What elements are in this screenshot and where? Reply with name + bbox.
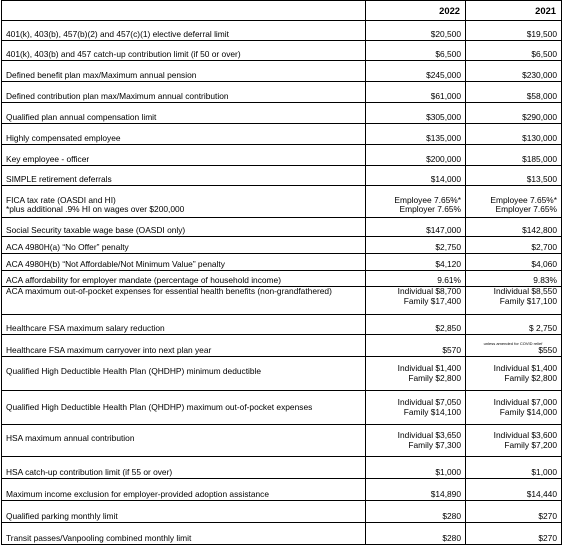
value-2022: $147,000	[366, 218, 466, 237]
row-label: SIMPLE retirement deferrals	[2, 166, 366, 186]
value-2021: $6,500	[466, 41, 562, 61]
table-row	[2, 166, 562, 186]
value-2021: $14,440	[466, 479, 562, 501]
table-row	[2, 145, 562, 166]
header-year-2022: 2022	[366, 1, 466, 21]
value-2021	[466, 335, 562, 357]
value-line: Individual $7,050	[397, 396, 461, 407]
value-line: Family $7,200	[504, 439, 557, 450]
row-label: Qualified High Deductible Health Plan (QHDHP) minimum deductible	[2, 357, 366, 391]
table-row	[2, 186, 562, 218]
value-2022: $245,000	[366, 61, 466, 82]
row-label: ACA maximum out-of-pocket expenses for essential health benefits (non-grandfathered)	[2, 287, 366, 315]
table-row	[2, 479, 562, 501]
value-2022	[366, 186, 466, 218]
value-line: Individual $3,600	[493, 429, 557, 440]
value-2022: $2,850	[366, 315, 466, 335]
row-label: Qualified parking monthly limit	[2, 501, 366, 523]
row-label: Healthcare FSA maximum salary reduction	[2, 315, 366, 335]
value-2021: $270	[466, 501, 562, 523]
value-2022: $1,000	[366, 457, 466, 479]
covid-note: unless amended for COVID relief	[483, 341, 543, 347]
value-line: Family $17,400	[403, 295, 461, 306]
value-2021: $4,060	[466, 254, 562, 271]
value-2021: $58,000	[466, 82, 562, 103]
value-line: Individual $1,400	[493, 362, 557, 373]
table-row	[2, 218, 562, 237]
value-2022: $14,890	[366, 479, 466, 501]
value-2022	[366, 357, 466, 391]
limits-table	[1, 0, 562, 545]
table-row	[2, 254, 562, 271]
row-label: Key employee - officer	[2, 145, 366, 166]
table-row	[2, 21, 562, 41]
value-line: Employee 7.65%*	[394, 194, 461, 205]
header-label-cell	[2, 1, 366, 21]
header-year-2021: 2021	[466, 1, 562, 21]
value-2021: $130,000	[466, 124, 562, 145]
row-label: Healthcare FSA maximum carryover into next plan year	[2, 335, 366, 357]
value-2021: $13,500	[466, 166, 562, 186]
value-2022: $570	[366, 335, 466, 357]
value-2022: 9.61%	[366, 271, 466, 287]
value-line: Family $2,800	[504, 372, 557, 383]
value-2022: $305,000	[366, 103, 466, 124]
value-2022: $20,500	[366, 21, 466, 41]
value-2021	[466, 391, 562, 425]
value-line: Family $14,000	[499, 406, 557, 417]
value-2022	[366, 425, 466, 457]
value-2021: $270	[466, 523, 562, 545]
row-label: ACA 4980H(b) “Not Affordable/Not Minimum Value” penalty	[2, 254, 366, 271]
value-2022: $61,000	[366, 82, 466, 103]
table-row	[2, 315, 562, 335]
value-2021	[466, 357, 562, 391]
table-row	[2, 523, 562, 545]
value-2022: $2,750	[366, 237, 466, 254]
row-label: Defined benefit plan max/Maximum annual pension	[2, 61, 366, 82]
row-label: Social Security taxable wage base (OASDI only)	[2, 218, 366, 237]
table-row	[2, 82, 562, 103]
table-row	[2, 357, 562, 391]
value-2021: $ 2,750	[466, 315, 562, 335]
table-row	[2, 103, 562, 124]
value-2022: $280	[366, 523, 466, 545]
value-2021: $19,500	[466, 21, 562, 41]
row-label: Defined contribution plan max/Maximum annual contribution	[2, 82, 366, 103]
row-label: 401(k), 403(b) and 457 catch-up contribution limit (if 50 or over)	[2, 41, 366, 61]
value-2021: $230,000	[466, 61, 562, 82]
value-line: Individual $8,700	[397, 286, 461, 296]
table-row	[2, 124, 562, 145]
value-2021: $290,000	[466, 103, 562, 124]
row-label-line: FICA tax rate (OASDI and HI)	[6, 194, 116, 205]
row-label: HSA maximum annual contribution	[2, 425, 366, 457]
value-2022: $200,000	[366, 145, 466, 166]
table-row	[2, 61, 562, 82]
table-row	[2, 391, 562, 425]
table-row	[2, 237, 562, 254]
row-label: Maximum income exclusion for employer-provided adoption assistance	[2, 479, 366, 501]
value-2022	[366, 391, 466, 425]
value-line: Family $7,300	[408, 439, 461, 450]
row-label: Transit passes/Vanpooling combined monthly limit	[2, 523, 366, 545]
value-2022: $4,120	[366, 254, 466, 271]
table-row	[2, 287, 562, 315]
row-label	[2, 186, 366, 218]
value-2022: $135,000	[366, 124, 466, 145]
row-label: Qualified High Deductible Health Plan (QHDHP) maximum out-of-pocket expenses	[2, 391, 366, 425]
table-row	[2, 501, 562, 523]
table-row	[2, 41, 562, 61]
table-row	[2, 425, 562, 457]
table-row	[2, 335, 562, 357]
row-label: Highly compensated employee	[2, 124, 366, 145]
value-line: Employer 7.65%	[495, 204, 557, 215]
value-line: $550	[538, 345, 557, 356]
value-line: Family $2,800	[408, 372, 461, 383]
row-label: HSA catch-up contribution limit (if 55 or over)	[2, 457, 366, 479]
table-row	[2, 271, 562, 287]
value-line: Family $17,100	[499, 295, 557, 306]
value-2022: $280	[366, 501, 466, 523]
value-2021: $2,700	[466, 237, 562, 254]
value-2021	[466, 186, 562, 218]
value-2022: $14,000	[366, 166, 466, 186]
value-line: Individual $8,550	[493, 286, 557, 296]
value-2021: 9.83%	[466, 271, 562, 287]
table-row	[2, 457, 562, 479]
value-line: Individual $3,650	[397, 429, 461, 440]
header-row	[2, 1, 562, 21]
value-2021	[466, 287, 562, 315]
row-label: ACA 4980H(a) “No Offer” penalty	[2, 237, 366, 254]
value-2021	[466, 425, 562, 457]
row-label: ACA affordability for employer mandate (percentage of household income)	[2, 271, 366, 287]
value-line: Individual $1,400	[397, 362, 461, 373]
value-2022	[366, 287, 466, 315]
value-line: Family $14,100	[403, 406, 461, 417]
row-label: 401(k), 403(b), 457(b)(2) and 457(c)(1) elective deferral limit	[2, 21, 366, 41]
value-2021: $142,800	[466, 218, 562, 237]
value-2021: $185,000	[466, 145, 562, 166]
row-label: Qualified plan annual compensation limit	[2, 103, 366, 124]
row-label-footnote: *plus additional .9% HI on wages over $200,000	[6, 204, 185, 215]
value-line: Employee 7.65%*	[490, 194, 557, 205]
value-2021: $1,000	[466, 457, 562, 479]
value-2022: $6,500	[366, 41, 466, 61]
value-line: Employer 7.65%	[399, 204, 461, 215]
value-line: Individual $7,000	[493, 396, 557, 407]
